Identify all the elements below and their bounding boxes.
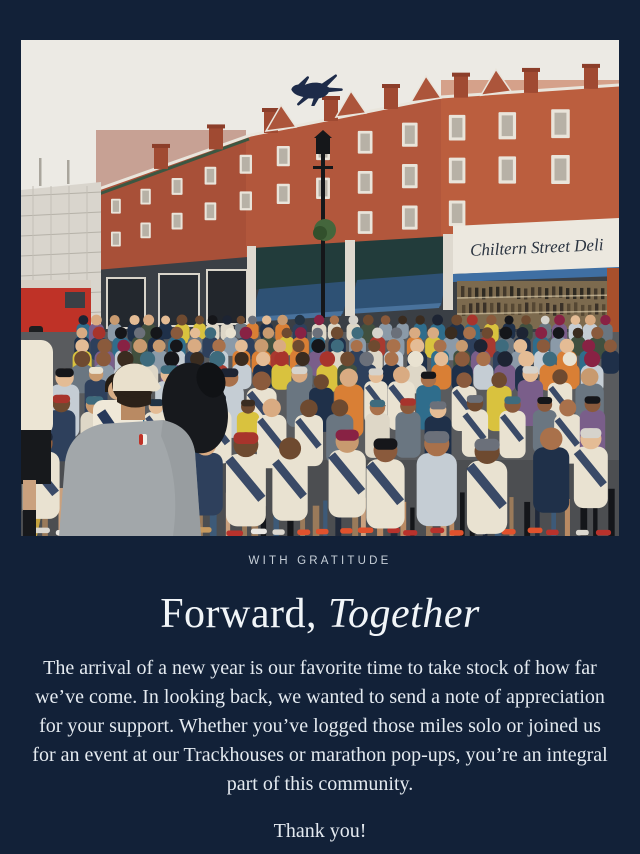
page-title xyxy=(0,590,640,638)
street-crowd-illustration xyxy=(21,40,619,536)
eyebrow-label: WITH GRATITUDE xyxy=(248,555,392,567)
thanks-text: Thank you! xyxy=(273,820,367,842)
hero-photo[interactable] xyxy=(21,40,619,536)
body-paragraph: The arrival of a new year is our favorite time to take stock of how far we’ve come. In looking back, we wanted to send a note of appreciation for your support. Whether you’ve logged those miles solo or joined us for an event at our Trackhouses or marathon pop-ups, you’re an integral part of this community. xyxy=(32,657,608,795)
page-title-regular: Forward, xyxy=(160,591,328,637)
page-title-italic: Together xyxy=(328,591,480,637)
leaping-hare-logo-icon xyxy=(288,70,354,106)
deli-sign-text: Chiltern Street Deli xyxy=(469,235,604,260)
